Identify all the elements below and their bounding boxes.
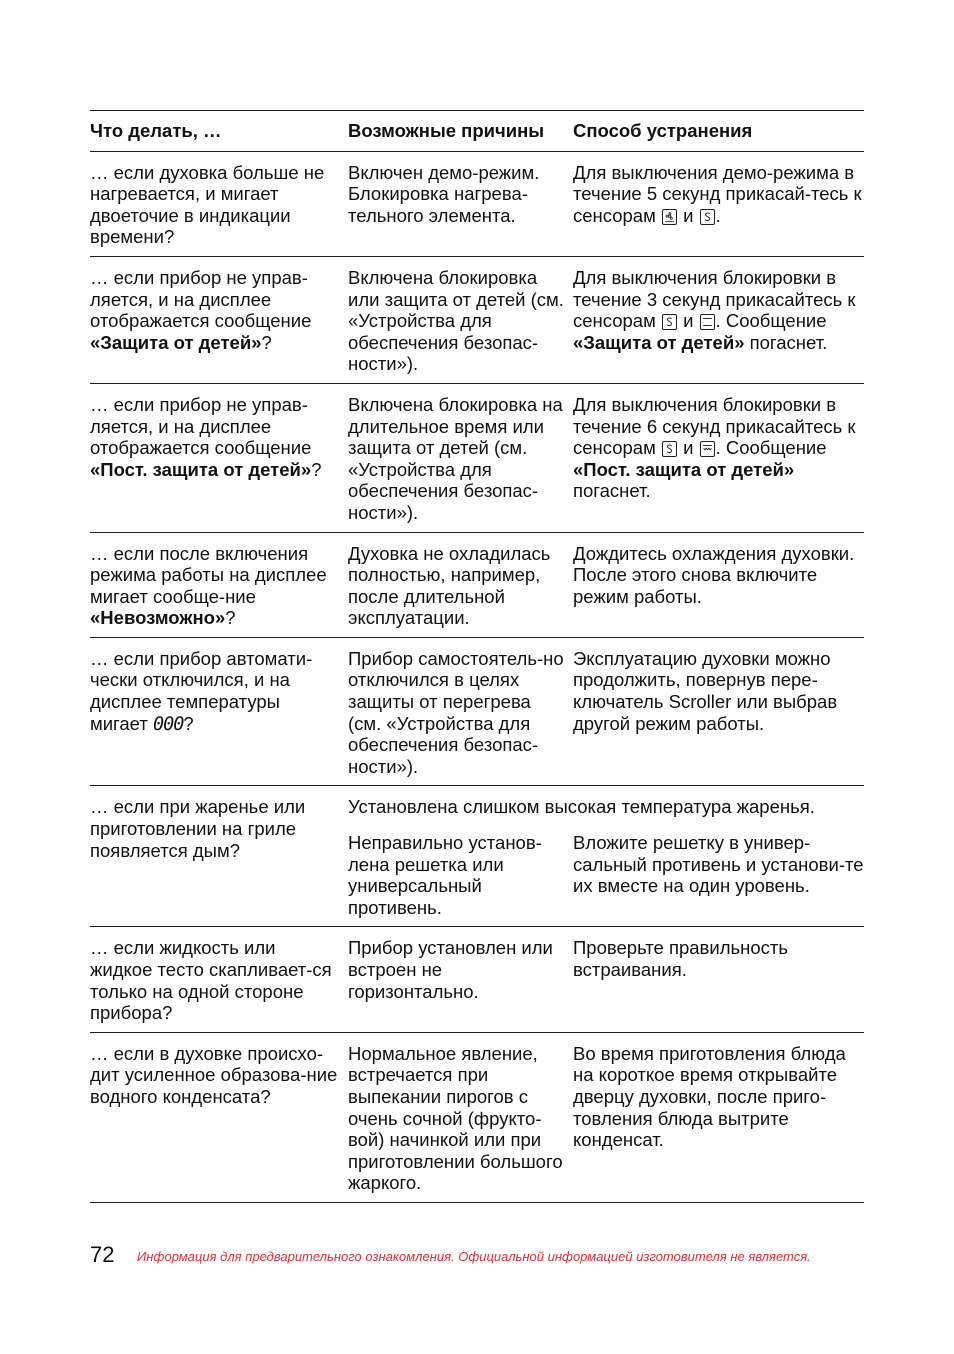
cause-cell: Прибор самостоятель-но отключился в целях защиты от перегрева (см. «Устройства для обеспечения безопас-ности»). bbox=[348, 647, 564, 777]
remedy-cell: Дождитесь охлаждения духовки. После этого снова включите режим работы. bbox=[573, 542, 855, 607]
table-row bbox=[90, 637, 864, 786]
remedy-cell: Проверьте правильность встраивания. bbox=[573, 937, 789, 980]
problem-cell: … если прибор не управ-ляется, и на дисплее отображается сообщение «Защита от детей»? bbox=[90, 266, 312, 353]
heater-sensor-icon bbox=[700, 441, 715, 457]
table-row bbox=[90, 151, 864, 256]
cause-cell: Включен демо-режим. Блокировка нагрева-тельного элемента. bbox=[348, 161, 540, 226]
remedy-cell: Вложите решетку в универ-сальный противень и установи-те их вместе на один уровень. bbox=[573, 832, 864, 897]
s-sensor-icon bbox=[662, 441, 677, 457]
table-row bbox=[90, 532, 864, 637]
cause-cell: Включена блокировка на длительное время или защита от детей (см. «Устройства для обеспечения безопас-ности»). bbox=[348, 393, 563, 523]
problem-cell: … если прибор автомати-чески отключился, и на дисплее температуры мигает 000? bbox=[90, 647, 313, 735]
header-remedy: Способ устранения bbox=[573, 120, 753, 141]
table-row bbox=[90, 256, 864, 383]
header-what-to-do: Что делать, … bbox=[90, 120, 222, 141]
troubleshooting-table bbox=[90, 110, 864, 1203]
table-row bbox=[90, 383, 864, 532]
table-row bbox=[90, 927, 864, 1032]
page-number: 72 bbox=[90, 1242, 115, 1267]
remedy-cell: Эксплуатацию духовки можно продолжить, повернув пере-ключатель Scroller или выбрав другой режим работы. bbox=[573, 647, 838, 734]
cause-cell: Нормальное явление, встречается при выпекании пирогов с очень сочной (фрукто-вой) начинкой или при приготовлении большого жаркого. bbox=[348, 1042, 563, 1194]
header-causes: Возможные причины bbox=[348, 120, 545, 141]
problem-cell: … если прибор не управ-ляется, и на дисплее отображается сообщение «Пост. защита от детей»? bbox=[90, 393, 322, 480]
cause-cell: Прибор установлен или встроен не горизонтально. bbox=[348, 937, 553, 1002]
problem-cell: … если духовка больше не нагревается, и мигает двоеточие в индикации времени? bbox=[90, 161, 325, 248]
cause-cell: Духовка не охладилась полностью, например, после длительной эксплуатации. bbox=[348, 542, 551, 629]
disclaimer-note: Информация для предварительного ознакомления. Официальной информацией изготовителя не является. bbox=[137, 1249, 811, 1264]
s-sensor-icon bbox=[662, 314, 677, 330]
cause-span-text: Установлена слишком высокая температура жаренья. bbox=[348, 796, 815, 818]
remedy-cell: Во время приготовления блюда на короткое время открывайте дверцу духовки, после приго-товления блюда вытрите конденсат. bbox=[573, 1042, 846, 1151]
table-row bbox=[90, 786, 864, 927]
problem-cell: … если после включения режима работы на дисплее мигает сообще-ние «Невозможно»? bbox=[90, 542, 327, 629]
problem-cell: … если при жаренье или приготовлении на гриле появляется дым? bbox=[90, 796, 306, 861]
cause-remedy-cell bbox=[348, 786, 864, 927]
sub-table bbox=[348, 832, 864, 918]
table-header bbox=[90, 111, 864, 152]
fan-sensor-icon bbox=[662, 209, 677, 225]
problem-cell: … если жидкость или жидкое тесто скапливает-ся только на одной стороне прибора? bbox=[90, 937, 332, 1024]
display-readout: 000 bbox=[152, 713, 184, 735]
remedy-cell: Для выключения блокировки в течение 3 секунд прикасайтесь к сенсорам и . Сообщение «Защита от детей» погаснет. bbox=[573, 266, 856, 353]
remedy-cell: Для выключения демо-режима в течение 5 секунд прикасай-тесь к сенсорам и . bbox=[573, 161, 862, 226]
s-sensor-icon bbox=[700, 209, 715, 225]
lines-sensor-icon bbox=[700, 314, 715, 330]
problem-cell: … если в духовке происхо-дит усиленное образова-ние водного конденсата? bbox=[90, 1042, 338, 1107]
cause-cell: Включена блокировка или защита от детей (см. «Устройства для обеспечения безопас-ности»). bbox=[348, 266, 564, 375]
table-row bbox=[90, 1032, 864, 1202]
remedy-cell: Для выключения блокировки в течение 6 секунд прикасайтесь к сенсорам и . Сообщение «Пост. защита от детей» погаснет. bbox=[573, 393, 856, 502]
cause-cell: Неправильно установ-лена решетка или универсальный противень. bbox=[348, 832, 542, 918]
